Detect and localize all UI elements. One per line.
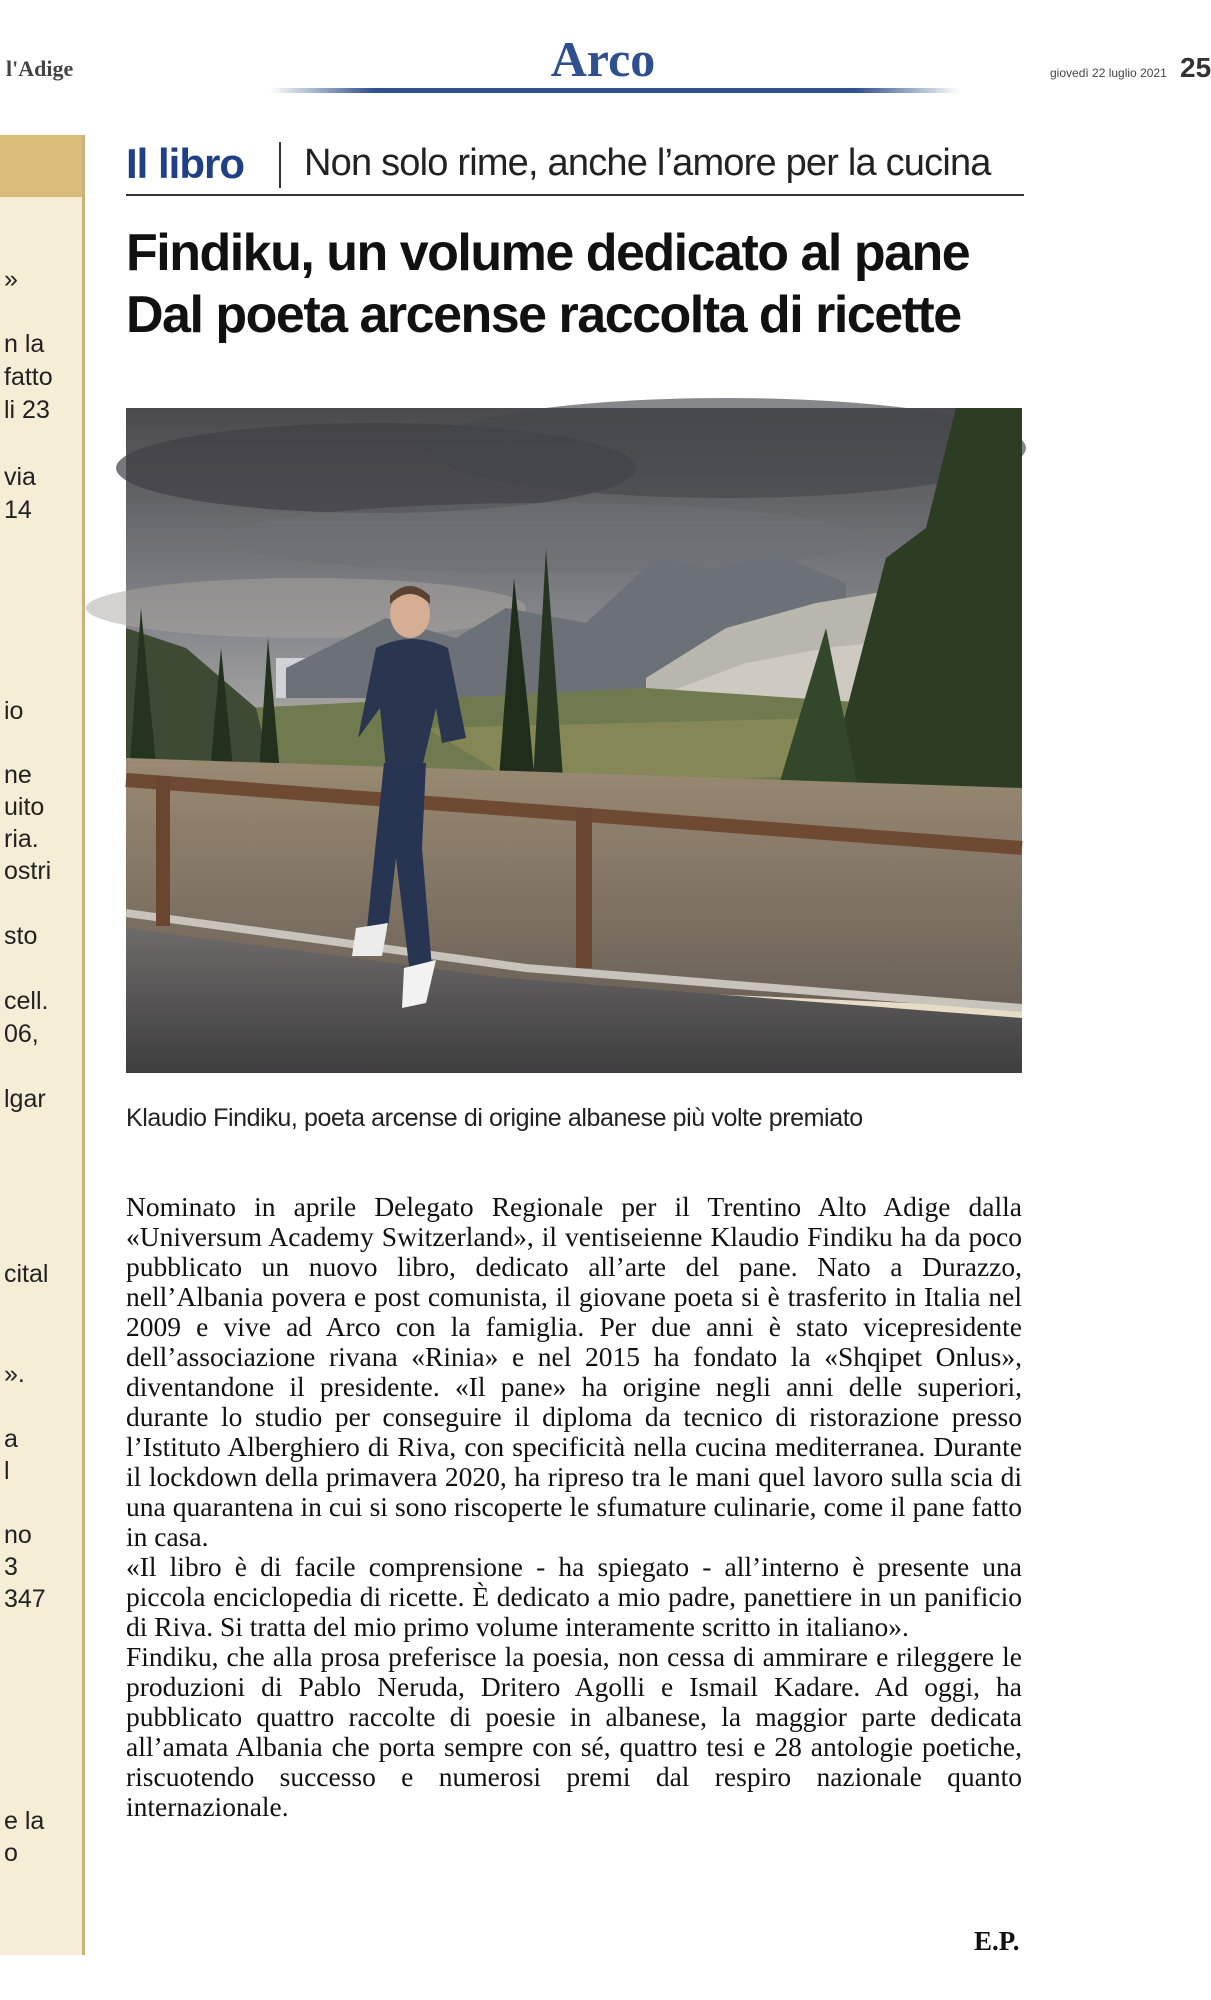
left-column-text: 06, <box>4 1020 39 1048</box>
left-column-text: cell. <box>4 987 49 1015</box>
left-column-text: a <box>4 1425 18 1453</box>
left-column-text: uito <box>4 793 45 821</box>
left-column-text: ria. <box>4 825 39 853</box>
headline-line-1: Findiku, un volume dedicato al pane <box>126 224 970 282</box>
left-column-text: li 23 <box>4 396 50 424</box>
photo-caption: Klaudio Findiku, poeta arcense di origine albanese più volte premiato <box>126 1104 863 1132</box>
left-column-text: o <box>4 1839 18 1867</box>
left-column-text: n la <box>4 330 45 358</box>
header-rule <box>270 88 960 93</box>
kicker-text: Non solo rime, anche l’amore per la cucina <box>304 142 991 184</box>
article-body <box>126 1192 1022 1822</box>
left-column-text: » <box>4 265 18 293</box>
left-column-text: sto <box>4 922 38 950</box>
left-column-text: l <box>4 1457 10 1485</box>
page-number: 25 <box>1180 52 1211 83</box>
left-column-text: via <box>4 463 36 491</box>
issue-date: giovedì 22 luglio 2021 <box>1050 66 1167 80</box>
left-column-fragment <box>0 135 85 1955</box>
left-column-text: ostri <box>4 857 52 885</box>
left-column-text: e la <box>4 1807 45 1835</box>
left-column-text: cital <box>4 1260 49 1288</box>
body-paragraph: «Il libro è di facile comprensione - ha spiegato - all’interno è presente una piccola enciclopedia di ricette. È dedicato a mio padre, panettiere in un panificio di Riva. Si tratta del mio primo volume interamente scritto in italiano». <box>126 1551 1022 1642</box>
left-column-text: no <box>4 1521 32 1549</box>
article-kicker <box>126 138 1024 196</box>
left-column-text: lgar <box>4 1085 46 1113</box>
left-column-text: ne <box>4 761 32 789</box>
left-column-text: fatto <box>4 363 53 391</box>
kicker-separator <box>279 142 281 188</box>
left-column-text: 14 <box>4 496 32 524</box>
article-photo <box>126 408 1022 1073</box>
article-headline <box>126 222 1026 346</box>
left-column-text: 347 <box>4 1585 46 1613</box>
headline-line-2: Dal poeta arcense raccolta di ricette <box>126 286 961 344</box>
left-column-text: io <box>4 697 24 725</box>
left-column-band <box>0 135 82 197</box>
left-column-text: 3 <box>4 1553 18 1581</box>
body-paragraph: Findiku, che alla prosa preferisce la poesia, non cessa di ammirare e rileggere le produzioni di Pablo Neruda, Dritero Agolli e Ismail Kadare. Ad oggi, ha pubblicato quattro raccolte di poesie in albanese, la maggior parte dedicata all’amata Albania che porta sempre con sé, quattro tesi e 28 antologie poetiche, riscuotendo successo e numerosi premi dal respiro nazionale quanto internazionale. <box>126 1641 1022 1822</box>
section-title: Arco <box>550 31 656 87</box>
publication-name: l'Adige <box>6 56 74 81</box>
left-column-text: ». <box>4 1360 25 1388</box>
kicker-label: Il libro <box>126 140 244 187</box>
body-paragraph: Nominato in aprile Delegato Regionale per il Trentino Alto Adige dalla «Universum Academy Switzerland», il ventiseienne Klaudio Findiku ha da poco pubblicato un nuovo libro, dedicato all’arte del pane. Nato a Durazzo, nell’Albania povera e post comunista, il giovane poeta si è trasferito in Italia nel 2009 e vive ad Arco con la famiglia. Per due anni è stato vicepresidente dell’associazione rivana «Rinia» e nel 2015 ha fondato la «Shqipet Onlus», diventandone il presidente. «Il pane» ha origine negli anni delle superiori, durante lo studio per conseguire il diploma da tecnico di ristorazione presso l’Istituto Alberghiero di Riva, con specificità nella cucina mediterranea. Durante il lockdown della primavera 2020, ha ripreso tra le mani quel lavoro sulla scia di una quarantena in cui si sono riscoperte le sfumature culinarie, come il pane fatto in casa. <box>126 1191 1022 1552</box>
author-signature: E.P. <box>974 1926 1020 1956</box>
